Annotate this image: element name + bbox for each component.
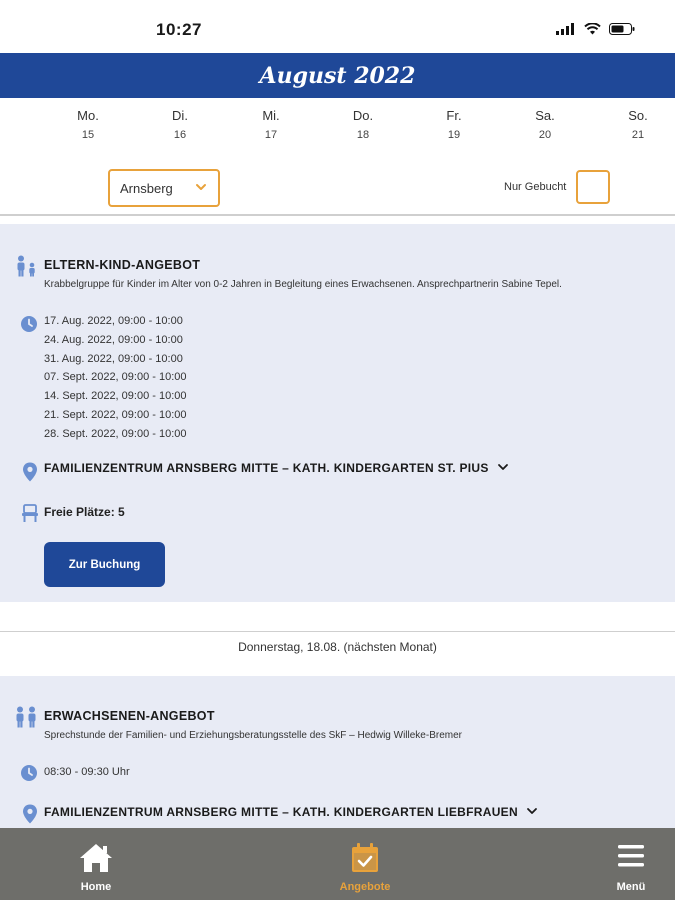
offer-location[interactable] bbox=[44, 805, 538, 819]
location-pin-icon bbox=[22, 462, 38, 487]
offer-card bbox=[0, 676, 675, 828]
tab-menu[interactable] bbox=[581, 828, 675, 900]
day-number: 15 bbox=[81, 129, 95, 141]
location-select-value: Arnsberg bbox=[120, 180, 173, 196]
chevron-down-icon bbox=[526, 805, 538, 819]
day-name: So. bbox=[628, 108, 648, 123]
tab-offers[interactable] bbox=[315, 828, 415, 900]
day-thu[interactable] bbox=[333, 108, 393, 141]
booked-only-label: Nur Gebucht bbox=[504, 181, 567, 193]
day-sun[interactable] bbox=[608, 108, 668, 141]
day-name: Do. bbox=[352, 108, 374, 123]
day-fri[interactable] bbox=[424, 108, 484, 141]
chevron-down-icon bbox=[194, 180, 208, 197]
adults-icon bbox=[13, 706, 39, 733]
offer-location-name: FAMILIENZENTRUM ARNSBERG MITTE – KATH. KINDERGARTEN LIEBFRAUEN bbox=[44, 805, 518, 819]
day-number: 19 bbox=[447, 129, 461, 141]
offer-date: 17. Aug. 2022, 09:00 - 10:00 bbox=[44, 315, 183, 327]
day-number: 20 bbox=[538, 129, 552, 141]
day-wed[interactable] bbox=[241, 108, 301, 141]
offer-date: 21. Sept. 2022, 09:00 - 10:00 bbox=[44, 408, 187, 421]
offer-date: 28. Sept. 2022, 09:00 - 10:00 bbox=[44, 427, 187, 440]
calendar-check-icon bbox=[351, 843, 379, 878]
offer-date: 24. Aug. 2022, 09:00 - 10:00 bbox=[44, 333, 183, 346]
wifi-icon bbox=[584, 22, 601, 40]
divider bbox=[0, 214, 675, 216]
offer-title: ELTERN-KIND-ANGEBOT bbox=[44, 258, 201, 272]
filter-row bbox=[0, 165, 675, 215]
day-sat[interactable] bbox=[515, 108, 575, 141]
week-row bbox=[0, 108, 675, 158]
offer-location-name: FAMILIENZENTRUM ARNSBERG MITTE – KATH. KINDERGARTEN ST. PIUS bbox=[44, 461, 489, 475]
parent-child-icon bbox=[14, 255, 38, 282]
hamburger-menu-icon bbox=[617, 843, 645, 874]
offer-date: 31. Aug. 2022, 09:00 - 10:00 bbox=[44, 352, 183, 365]
offer-card bbox=[0, 224, 675, 602]
day-name: Di. bbox=[172, 108, 188, 123]
status-time: 10:27 bbox=[156, 20, 202, 39]
day-name: Mo. bbox=[77, 108, 99, 123]
signal-icon bbox=[556, 22, 576, 40]
home-icon bbox=[79, 843, 113, 878]
date-separator: Donnerstag, 18.08. (nächsten Monat) bbox=[0, 632, 675, 674]
tab-home[interactable] bbox=[46, 828, 146, 900]
day-number: 18 bbox=[356, 129, 370, 141]
booked-only-checkbox[interactable] bbox=[576, 170, 610, 204]
tab-label: Angebote bbox=[339, 881, 391, 893]
chevron-down-icon bbox=[497, 461, 509, 475]
free-seats: Freie Plätze: 5 bbox=[44, 505, 125, 519]
seat-icon bbox=[21, 504, 39, 527]
day-number: 21 bbox=[631, 129, 645, 141]
day-name: Fr. bbox=[446, 108, 462, 123]
day-tue[interactable] bbox=[150, 108, 210, 141]
offer-dates bbox=[44, 312, 187, 444]
location-pin-icon bbox=[22, 804, 38, 829]
offer-title: ERWACHSENEN-ANGEBOT bbox=[44, 709, 215, 723]
clock-icon bbox=[20, 764, 38, 787]
tab-label: Home bbox=[80, 881, 112, 893]
offer-description: Krabbelgruppe für Kinder im Alter von 0-2 Jahren in Begleitung eines Erwachsenen. Ansprechpartnerin Sabine Tepel. bbox=[44, 279, 562, 290]
month-header bbox=[0, 53, 675, 98]
tab-bar bbox=[0, 828, 675, 900]
day-number: 17 bbox=[264, 129, 278, 141]
offer-date: 07. Sept. 2022, 09:00 - 10:00 bbox=[44, 371, 187, 384]
day-name: Sa. bbox=[535, 108, 555, 123]
status-icons bbox=[556, 22, 635, 40]
day-number: 16 bbox=[173, 129, 187, 141]
book-button[interactable]: Zur Buchung bbox=[44, 542, 165, 587]
month-title: August 2022 bbox=[259, 62, 416, 89]
offer-date: 14. Sept. 2022, 09:00 - 10:00 bbox=[44, 390, 187, 403]
clock-icon bbox=[20, 315, 38, 338]
battery-icon bbox=[609, 22, 635, 40]
offer-location[interactable] bbox=[44, 461, 509, 475]
day-name: Mi. bbox=[262, 108, 280, 123]
location-select[interactable] bbox=[108, 169, 220, 207]
offer-description: Sprechstunde der Familien- und Erziehungsberatungsstelle des SkF – Hedwig Willeke-Bremer bbox=[44, 730, 462, 741]
status-bar bbox=[0, 0, 675, 52]
tab-label: Menü bbox=[616, 881, 646, 893]
day-mon[interactable] bbox=[58, 108, 118, 141]
offer-time: 08:30 - 09:30 Uhr bbox=[44, 766, 130, 778]
